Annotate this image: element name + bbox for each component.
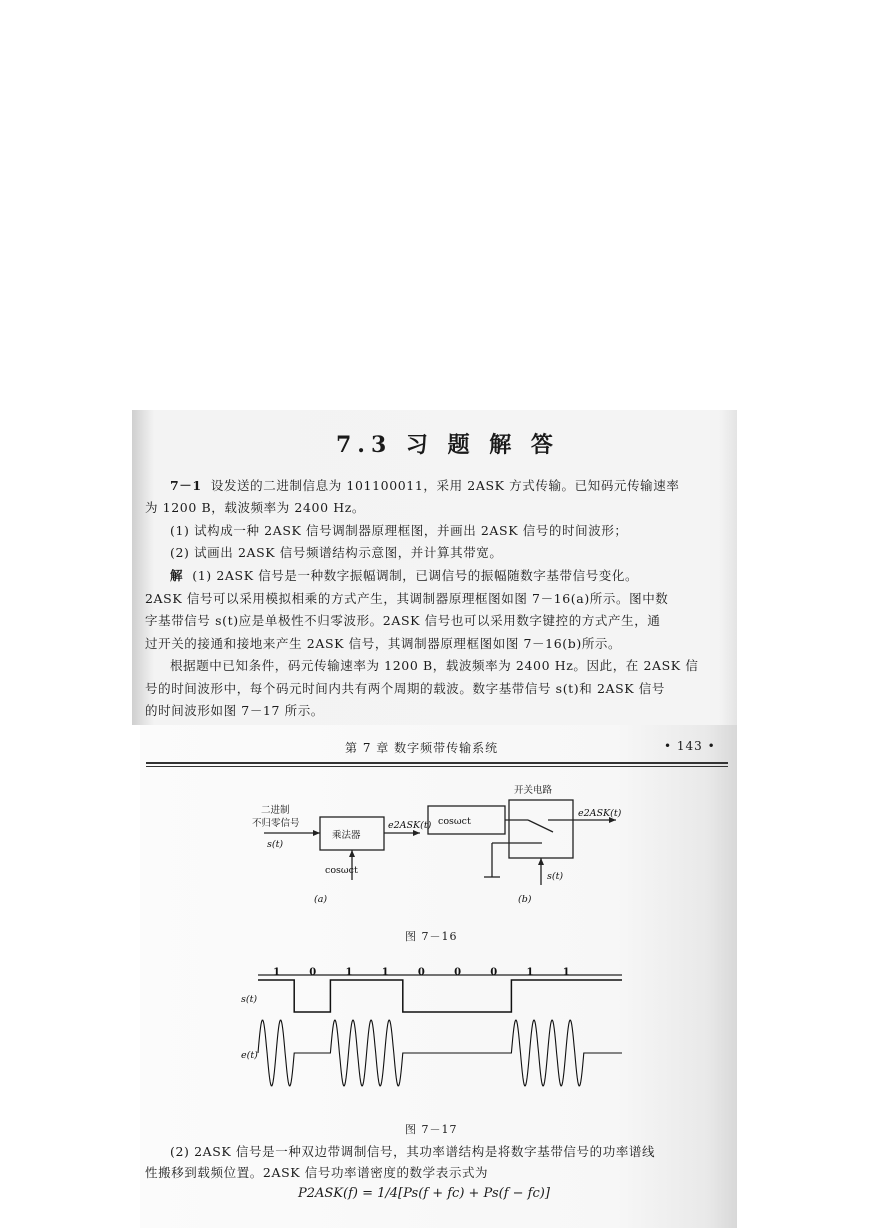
- fig16b-label: (b): [518, 894, 532, 905]
- solution-line-3: 字基带信号 s(t)应是单极性不归零波形。2ASK 信号也可以采用数字键控的方式产生，通: [145, 613, 661, 628]
- switch-circuit-box: [509, 800, 573, 858]
- solution-line-6: 号的时间波形中，每个码元时间内共有两个周期的载波。数字基带信号 s(t)和 2ASK 信号: [145, 681, 665, 696]
- question-1: (1) 试构成一种 2ASK 信号调制器原理框图，并画出 2ASK 信号的时间波形；: [170, 523, 628, 538]
- output-label-b: e2ASK(t): [578, 808, 622, 819]
- bit-label: 1: [345, 967, 353, 978]
- control-label-b: s(t): [547, 871, 564, 882]
- carrier-label-a: cosωct: [325, 865, 358, 876]
- bit-label: 1: [562, 967, 570, 978]
- switch-circuit-label: 开关电路: [514, 785, 553, 796]
- switch-blade: [528, 820, 553, 832]
- fig17-caption: 图 7－17: [405, 1123, 458, 1136]
- output-label-a: e2ASK(t): [388, 820, 432, 831]
- psd-formula: P2ASK(f) = 1/4[Ps(f + fc) + Ps(f − fc)]: [298, 1186, 550, 1201]
- carrier-label-b: cosωct: [438, 816, 471, 827]
- problem-number: 7－1: [170, 478, 202, 493]
- bit-label: 0: [417, 967, 425, 978]
- solution-line-4: 过开关的接通和接地来产生 2ASK 信号，其调制器原理框图如图 7－16(b)所示。: [145, 636, 622, 651]
- problem-line-2: 为 1200 B，载波频率为 2400 Hz。: [145, 500, 365, 515]
- multiplier-label: 乘法器: [332, 830, 361, 841]
- solution-line-7: 的时间波形如图 7－17 所示。: [145, 703, 324, 718]
- bit-label: 0: [490, 967, 498, 978]
- solution-line-2: 2ASK 信号可以采用模拟相乘的方式产生，其调制器原理框图如图 7－16(a)所示。图中数: [145, 591, 669, 606]
- bit-label: 1: [381, 967, 389, 978]
- e-waveform-label: e(t): [241, 1050, 258, 1061]
- bit-label: 0: [309, 967, 317, 978]
- bit-label: 1: [273, 967, 281, 978]
- input-label-3: s(t): [267, 839, 284, 850]
- section-title: 7.3 习 题 解 答: [336, 432, 559, 458]
- chapter-header: 第 7 章 数字频带传输系统: [345, 741, 499, 755]
- input-label-1: 二进制: [261, 805, 290, 816]
- bit-label: 0: [454, 967, 462, 978]
- solution-text-1: (1) 2ASK 信号是一种数字振幅调制，已调信号的振幅随数字基带信号变化。: [192, 568, 639, 583]
- question-2: (2) 试画出 2ASK 信号频谱结构示意图，并计算其带宽。: [170, 545, 503, 560]
- baseband-waveform: [258, 980, 622, 1012]
- bit-label: 1: [526, 967, 534, 978]
- fig16-caption: 图 7－16: [405, 930, 458, 943]
- ask-waveform: [258, 1020, 622, 1086]
- solution-line-5: 根据题中已知条件，码元传输速率为 1200 B，载波频率为 2400 Hz。因此，在 2ASK 信: [170, 658, 699, 673]
- part2-line-2: 性搬移到载频位置。2ASK 信号功率谱密度的数学表示式为: [145, 1165, 489, 1180]
- page-number: • 143 •: [664, 739, 716, 753]
- s-waveform-label: s(t): [241, 994, 258, 1005]
- solution-label: 解: [170, 568, 184, 583]
- part2-line-1: (2) 2ASK 信号是一种双边带调制信号，其功率谱结构是将数字基带信号的功率谱线: [170, 1144, 656, 1159]
- input-label-2: 不归零信号: [252, 818, 300, 829]
- fig16a-label: (a): [314, 894, 328, 905]
- problem-text-1: 设发送的二进制信息为 101100011，采用 2ASK 方式传输。已知码元传输速率: [210, 478, 680, 493]
